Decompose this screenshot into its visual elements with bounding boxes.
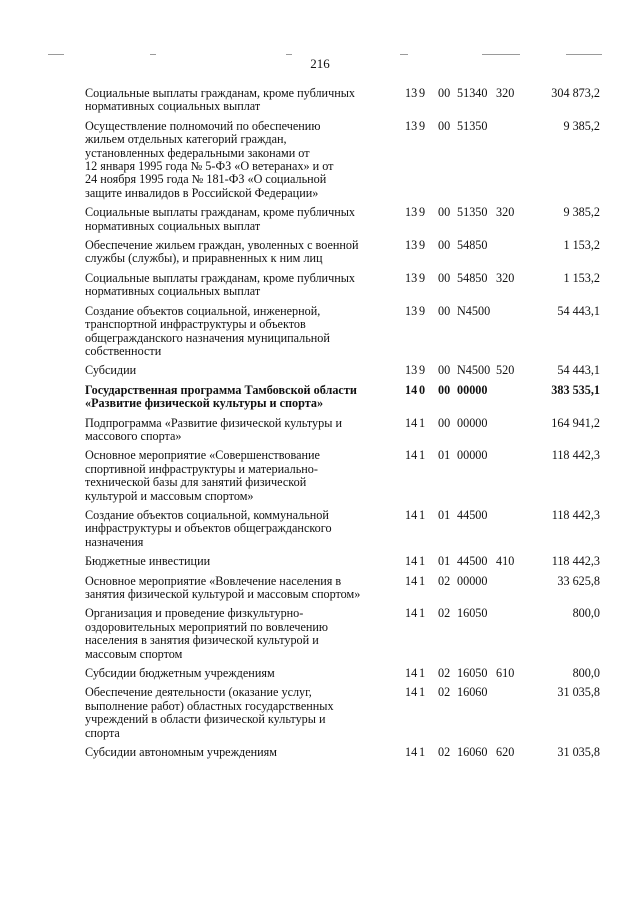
- target-article-code: 51350: [457, 205, 488, 220]
- section-code: 14: [405, 606, 418, 621]
- section-code: 13: [405, 238, 418, 253]
- table-row: [85, 686, 600, 740]
- item-name: Субсидии: [85, 363, 137, 378]
- target-article-code: 00000: [457, 415, 488, 430]
- target-article-prefix: 00: [438, 205, 451, 220]
- table-row: [85, 239, 600, 266]
- item-name: Организация и проведение физкультурно- оздоровительных мероприятий по вовлечению населения в занятия физической культурой и массовым спортом: [85, 606, 329, 661]
- target-article-code: 54850: [457, 238, 488, 253]
- subsection-code: 1: [419, 666, 426, 681]
- target-article-prefix: 00: [438, 415, 451, 430]
- subsection-code: 1: [419, 448, 426, 463]
- section-code: 14: [405, 382, 418, 397]
- target-article-code: 44500: [457, 507, 488, 522]
- section-code: 13: [405, 118, 418, 133]
- target-article-code: 54850: [457, 270, 488, 285]
- scan-artifact-line: [566, 54, 602, 55]
- item-name: Субсидии бюджетным учреждениям: [85, 666, 275, 681]
- section-code: 14: [405, 554, 418, 569]
- target-article-prefix: 00: [438, 238, 451, 253]
- item-name: Создание объектов социальной, инженерной, транспортной инфраструктуры и объектов общегражданского назначения муниципальной собственности: [85, 303, 330, 358]
- table-row: [85, 746, 600, 759]
- subsection-code: 1: [419, 685, 426, 700]
- section-code: 13: [405, 303, 418, 318]
- target-article-prefix: 02: [438, 573, 451, 588]
- target-article-code: N4500: [457, 303, 491, 318]
- target-article-code: 00000: [457, 448, 488, 463]
- page-number: 216: [310, 56, 330, 71]
- subsection-code: 9: [419, 303, 426, 318]
- item-name: Подпрограмма «Развитие физической культуры и массового спорта»: [85, 415, 342, 443]
- expense-type-code: 610: [496, 666, 515, 681]
- subsection-code: 9: [419, 86, 426, 100]
- table-row: [85, 364, 600, 377]
- subsection-code: 9: [419, 363, 426, 378]
- scan-artifact-line: [482, 54, 520, 55]
- budget-table: [85, 87, 600, 765]
- section-code: 14: [405, 507, 418, 522]
- item-name: Создание объектов социальной, коммунальной инфраструктуры и объектов общегражданского назначения: [85, 507, 332, 549]
- item-name: Осуществление полномочий по обеспечению жильем отдельных категорий граждан, установленных федеральными законами от 12 января 1995 года № 5-ФЗ «О ветеранах» и от 24 ноября 1995 года № 181-ФЗ «О социальной защите инвалидов в Российской Федерации»: [85, 118, 334, 200]
- amount: 383 535,1: [551, 382, 600, 397]
- target-article-code: 16060: [457, 745, 488, 760]
- section-code: 14: [405, 685, 418, 700]
- amount: 164 941,2: [551, 415, 600, 430]
- subsection-code: 0: [419, 382, 426, 397]
- section-code: 14: [405, 448, 418, 463]
- table-row: [85, 206, 600, 233]
- target-article-prefix: 00: [438, 363, 451, 378]
- expense-type-code: 320: [496, 270, 515, 285]
- section-code: 13: [405, 270, 418, 285]
- table-row: [85, 417, 600, 444]
- table-row: [85, 120, 600, 200]
- item-name: Субсидии автономным учреждениям: [85, 745, 277, 760]
- target-article-prefix: 01: [438, 448, 451, 463]
- target-article-code: 00000: [457, 573, 488, 588]
- target-article-code: 51350: [457, 118, 488, 133]
- section-code: 14: [405, 745, 418, 760]
- table-row: [85, 509, 600, 549]
- amount: 9 385,2: [563, 118, 600, 133]
- table-row: [85, 384, 600, 411]
- table-row: [85, 555, 600, 568]
- subsection-code: 1: [419, 415, 426, 430]
- expense-type-code: 320: [496, 205, 515, 220]
- amount: 800,0: [572, 606, 600, 621]
- target-article-prefix: 00: [438, 86, 451, 100]
- item-name: Основное мероприятие «Вовлечение населения в занятия физической культурой и массовым спортом»: [85, 573, 361, 601]
- subsection-code: 1: [419, 507, 426, 522]
- target-article-prefix: 01: [438, 554, 451, 569]
- subsection-code: 1: [419, 554, 426, 569]
- subsection-code: 1: [419, 745, 426, 760]
- item-name: Обеспечение жильем граждан, уволенных с военной службы (службы), и приравненных к ним лиц: [85, 238, 359, 266]
- amount: 1 153,2: [563, 270, 600, 285]
- expense-type-code: 410: [496, 554, 515, 569]
- section-code: 14: [405, 573, 418, 588]
- table-row: [85, 87, 600, 114]
- target-article-code: 16060: [457, 685, 488, 700]
- amount: 31 035,8: [557, 685, 600, 700]
- item-name: Бюджетные инвестиции: [85, 554, 211, 569]
- section-code: 14: [405, 415, 418, 430]
- target-article-prefix: 00: [438, 382, 451, 397]
- item-name: Социальные выплаты гражданам, кроме публичных нормативных социальных выплат: [85, 205, 355, 233]
- section-code: 13: [405, 363, 418, 378]
- expense-type-code: 520: [496, 363, 515, 378]
- expense-type-code: 620: [496, 745, 515, 760]
- target-article-prefix: 01: [438, 507, 451, 522]
- target-article-prefix: 02: [438, 685, 451, 700]
- subsection-code: 1: [419, 606, 426, 621]
- scan-artifact-line: [150, 54, 156, 55]
- amount: 33 625,8: [557, 573, 600, 588]
- amount: 31 035,8: [557, 745, 600, 760]
- scan-artifact-line: [400, 54, 408, 55]
- scan-artifact-line: [286, 54, 292, 55]
- section-code: 14: [405, 666, 418, 681]
- target-article-prefix: 02: [438, 666, 451, 681]
- target-article-code: 16050: [457, 666, 488, 681]
- target-article-prefix: 00: [438, 270, 451, 285]
- amount: 118 442,3: [551, 448, 600, 463]
- scan-artifact-line: [48, 54, 64, 55]
- subsection-code: 9: [419, 270, 426, 285]
- section-code: 13: [405, 86, 418, 100]
- amount: 118 442,3: [551, 507, 600, 522]
- subsection-code: 9: [419, 238, 426, 253]
- expense-type-code: 320: [496, 86, 515, 100]
- amount: 54 443,1: [557, 303, 600, 318]
- target-article-prefix: 02: [438, 745, 451, 760]
- amount: 118 442,3: [551, 554, 600, 569]
- target-article-prefix: 02: [438, 606, 451, 621]
- item-name: Обеспечение деятельности (оказание услуг, выполнение работ) областных государственных учреждений в области физической культуры и спорта: [85, 685, 334, 740]
- target-article-prefix: 00: [438, 303, 451, 318]
- subsection-code: 9: [419, 205, 426, 220]
- table-row: [85, 667, 600, 680]
- subsection-code: 1: [419, 573, 426, 588]
- amount: 9 385,2: [563, 205, 600, 220]
- item-name: Социальные выплаты гражданам, кроме публичных нормативных социальных выплат: [85, 86, 355, 114]
- target-article-code: 51340: [457, 86, 488, 100]
- table-row: [85, 272, 600, 299]
- table-row: [85, 607, 600, 661]
- target-article-code: 00000: [457, 382, 488, 397]
- amount: 54 443,1: [557, 363, 600, 378]
- item-name: Основное мероприятие «Совершенствование спортивной инфраструктуры и материально- технической базы для занятий физической культурой и массовым спортом»: [85, 448, 320, 503]
- table-row: [85, 449, 600, 503]
- target-article-prefix: 00: [438, 118, 451, 133]
- table-row: [85, 575, 600, 602]
- section-code: 13: [405, 205, 418, 220]
- target-article-code: 44500: [457, 554, 488, 569]
- item-name: Государственная программа Тамбовской области «Развитие физической культуры и спорта»: [85, 382, 357, 411]
- table-row: [85, 305, 600, 359]
- amount: 1 153,2: [563, 238, 600, 253]
- target-article-code: 16050: [457, 606, 488, 621]
- subsection-code: 9: [419, 118, 426, 133]
- amount: 800,0: [572, 666, 600, 681]
- amount: 304 873,2: [551, 86, 600, 100]
- item-name: Социальные выплаты гражданам, кроме публичных нормативных социальных выплат: [85, 270, 355, 299]
- target-article-code: N4500: [457, 363, 491, 378]
